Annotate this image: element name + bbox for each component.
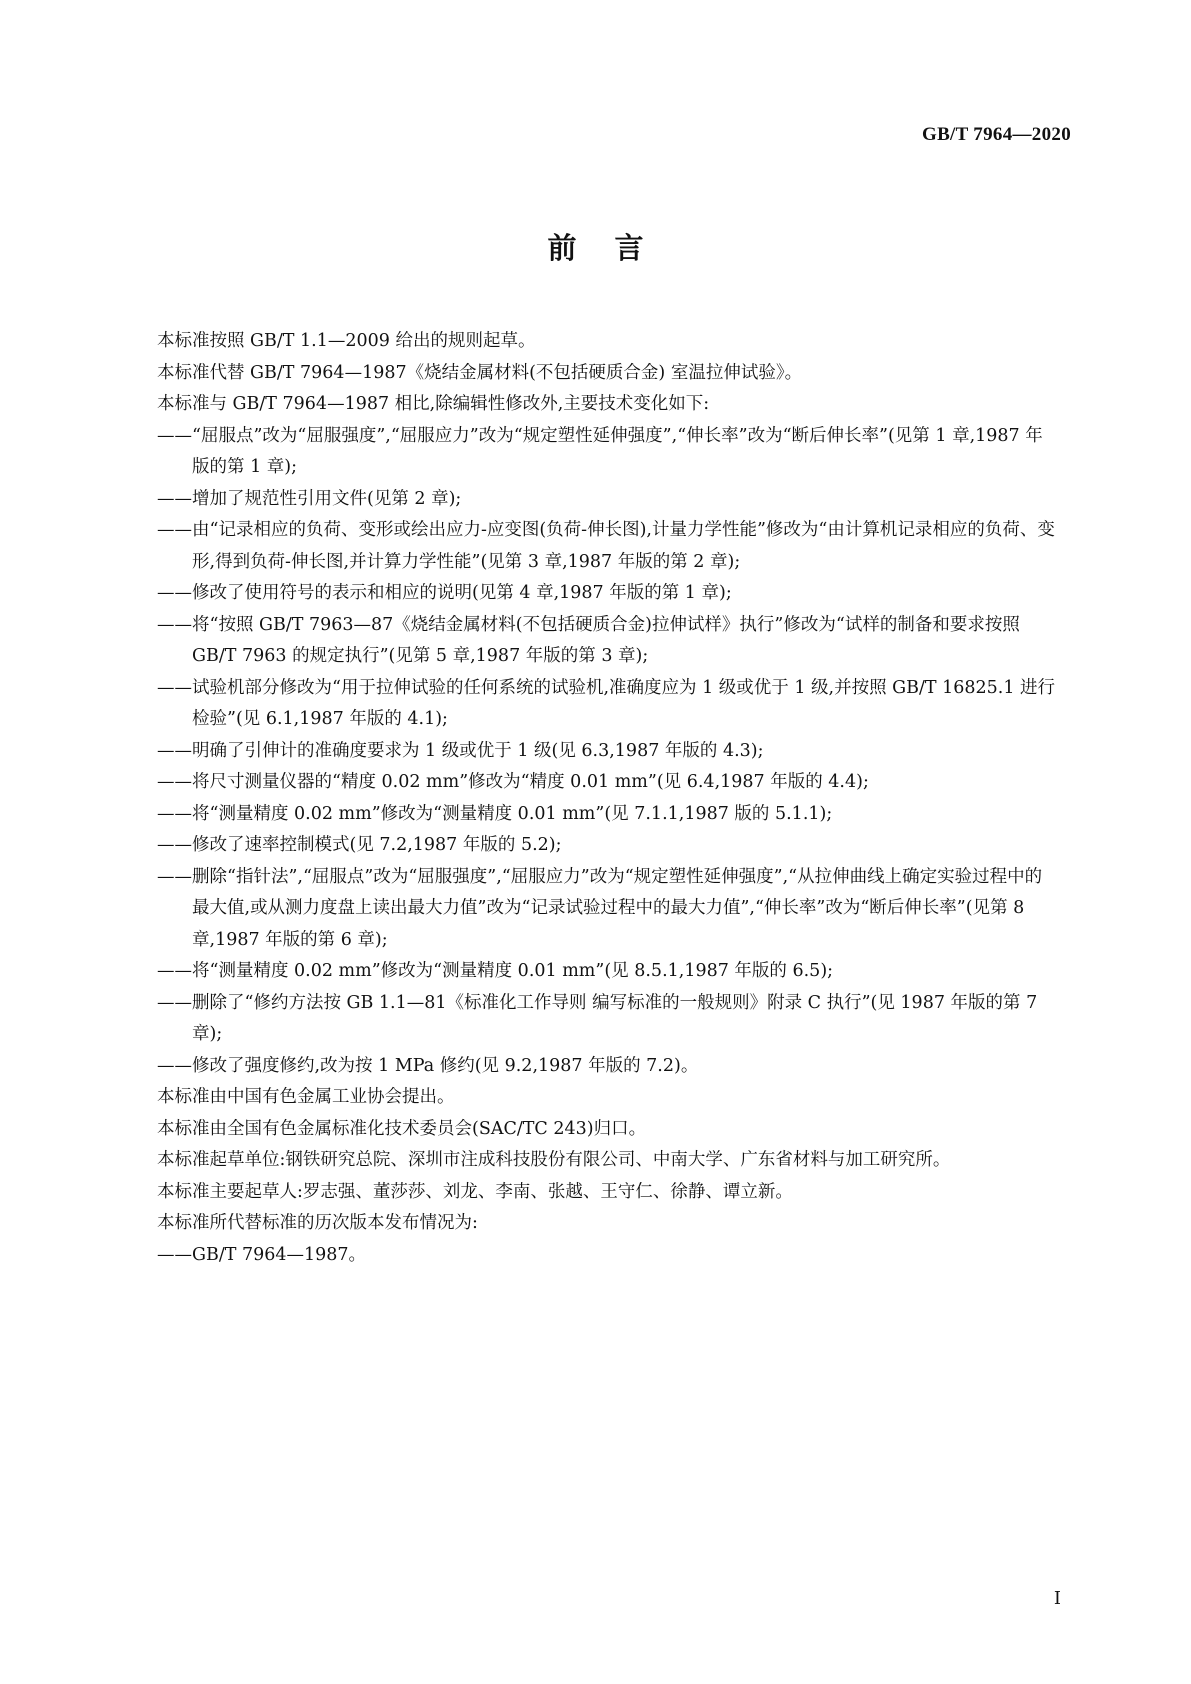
paragraph: 本标准由全国有色金属标准化技术委员会(SAC/TC 243)归口。 xyxy=(157,1118,647,1139)
change-item: ——增加了规范性引用文件(见第 2 章); xyxy=(157,488,462,509)
change-item: ——由“记录相应的负荷、变形或绘出应力-应变图(负荷-伸长图),计量力学性能”修改为“由计算机记录相应的负荷、变形,得到负荷-伸长图,并计算力学性能”(见第 3 章,1987 年版的第 2 章); xyxy=(157,520,1055,572)
change-item: ——将尺寸测量仪器的“精度 0.02 mm”修改为“精度 0.01 mm”(见 6.4,1987 年版的 4.4); xyxy=(157,772,869,792)
paragraph: 本标准起草单位:钢铁研究总院、深圳市注成科技股份有限公司、中南大学、广东省材料与加工研究所。 xyxy=(157,1150,951,1170)
change-item: ——试验机部分修改为“用于拉伸试验的任何系统的试验机,准确度应为 1 级或优于 1 级,并按照 GB/T 16825.1 进行检验”(见 6.1,1987 年版的 4.1); xyxy=(157,677,1056,729)
page-title: 前言 xyxy=(547,231,682,265)
change-item: ——修改了强度修约,改为按 1 MPa 修约(见 9.2,1987 年版的 7.2)。 xyxy=(157,1055,699,1076)
change-item: ——修改了使用符号的表示和相应的说明(见第 4 章,1987 年版的第 1 章); xyxy=(157,583,732,603)
paragraph: 本标准所代替标准的历次版本发布情况为: xyxy=(157,1213,478,1233)
change-item: ——将“测量精度 0.02 mm”修改为“测量精度 0.01 mm”(见 8.5.1,1987 年版的 6.5); xyxy=(157,961,834,981)
change-item: ——“屈服点”改为“屈服强度”,“屈服应力”改为“规定塑性延伸强度”,“伸长率”改为“断后伸长率”(见第 1 章,1987 年版的第 1 章); xyxy=(157,425,1043,477)
document-body xyxy=(122,326,1058,1271)
change-item: ——将“测量精度 0.02 mm”修改为“测量精度 0.01 mm”(见 7.1.1,1987 版的 5.1.1); xyxy=(157,803,833,824)
change-item: ——删除“指针法”,“屈服点”改为“屈服强度”,“屈服应力”改为“规定塑性延伸强度”,“从拉伸曲线上确定实验过程中的最大值,或从测力度盘上读出最大力值”改为“记录试验过程中的最大力值”,“伸长率”改为“断后伸长率”(见第 8 章,1987 年版的第 6 章); xyxy=(157,866,1043,950)
change-item: ——将“按照 GB/T 7963—87《烧结金属材料(不包括硬质合金)拉伸试样》执行”修改为“试样的制备和要求按照 GB/T 7963 的规定执行”(见第 5 章,1987 年版的第 3 章); xyxy=(157,614,1020,666)
paragraph: 本标准代替 GB/T 7964—1987《烧结金属材料(不包括硬质合金) 室温拉伸试验》。 xyxy=(157,362,803,383)
history-item: ——GB/T 7964—1987。 xyxy=(157,1244,367,1265)
change-item: ——修改了速率控制模式(见 7.2,1987 年版的 5.2); xyxy=(157,835,562,855)
paragraph: 本标准按照 GB/T 1.1—2009 给出的规则起草。 xyxy=(157,331,536,351)
page-number: I xyxy=(1053,1588,1061,1609)
change-item: ——删除了“修约方法按 GB 1.1—81《标准化工作导则 编写标准的一般规则》附录 C 执行”(见 1987 年版的第 7 章); xyxy=(157,992,1038,1044)
paragraph: 本标准主要起草人:罗志强、董莎莎、刘龙、李南、张越、王守仁、徐静、谭立新。 xyxy=(157,1181,793,1202)
paragraph: 本标准由中国有色金属工业协会提出。 xyxy=(157,1087,455,1107)
paragraph: 本标准与 GB/T 7964—1987 相比,除编辑性修改外,主要技术变化如下: xyxy=(157,394,710,414)
standard-number: GB/T 7964—2020 xyxy=(921,124,1071,145)
change-item: ——明确了引伸计的准确度要求为 1 级或优于 1 级(见 6.3,1987 年版的 4.3); xyxy=(157,740,764,761)
